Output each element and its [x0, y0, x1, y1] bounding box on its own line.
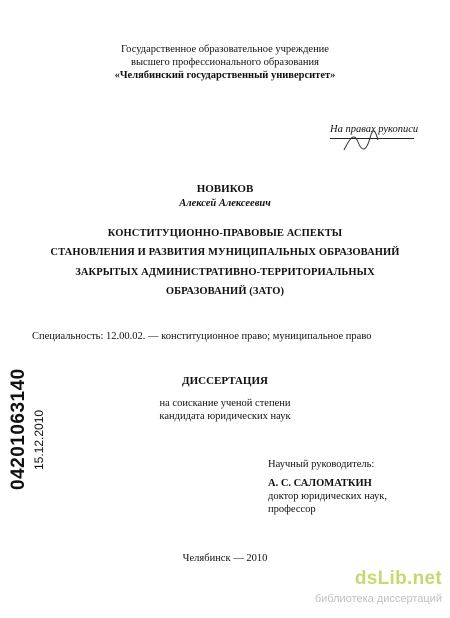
- title-line-2: СТАНОВЛЕНИЯ И РАЗВИТИЯ МУНИЦИПАЛЬНЫХ ОБРАЗОВАНИЙ: [50, 247, 400, 258]
- institution-line-2: высшего профессионального образования: [131, 57, 319, 68]
- specialty-line: Специальность: 12.00.02. — конституционное право; муниципальное право: [32, 331, 372, 342]
- city-year: Челябинск — 2010: [182, 553, 268, 564]
- institution-line-1: Государственное образовательное учреждение: [121, 44, 329, 55]
- watermark-caption: библиотека диссертаций: [314, 593, 442, 605]
- library-stamp-date: 15.12.2010: [32, 409, 46, 470]
- degree-line-2: кандидата юридических наук: [159, 411, 291, 422]
- supervisor-name: А. С. САЛОМАТКИН: [268, 478, 372, 489]
- dissertation-type: ДИССЕРТАЦИЯ: [182, 375, 268, 387]
- library-stamp-id: 04201063140: [8, 368, 29, 490]
- manuscript-underline: [330, 138, 414, 139]
- supervisor-title: профессор: [268, 504, 316, 515]
- supervisor-degree: доктор юридических наук,: [268, 491, 387, 502]
- supervisor-label: Научный руководитель:: [268, 459, 375, 470]
- manuscript-note: На правах рукописи: [330, 124, 419, 135]
- signature-scribble: [340, 128, 380, 156]
- author-surname: НОВИКОВ: [196, 183, 254, 195]
- watermark-logo: dsLib.net: [354, 568, 442, 589]
- degree-line-1: на соискание ученой степени: [159, 398, 291, 409]
- dslib-watermark: [292, 568, 442, 606]
- institution-line-3: «Челябинский государственный университет»: [114, 70, 336, 81]
- title-line-3: ЗАКРЫТЫХ АДМИНИСТРАТИВНО-ТЕРРИТОРИАЛЬНЫХ: [75, 267, 375, 278]
- title-line-4: ОБРАЗОВАНИЙ (ЗАТО): [165, 286, 285, 297]
- author-name: Алексей Алексеевич: [179, 198, 271, 209]
- title-line-1: КОНСТИТУЦИОННО-ПРАВОВЫЕ АСПЕКТЫ: [107, 228, 343, 239]
